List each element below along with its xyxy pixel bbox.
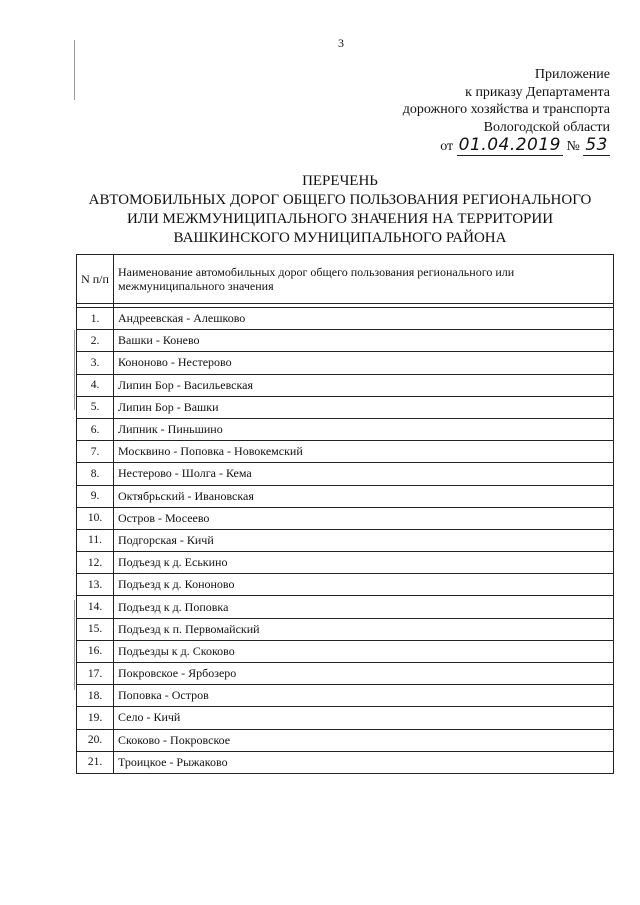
row-number: 13.: [77, 574, 114, 596]
appendix-header: [403, 66, 610, 156]
row-number: 10.: [77, 507, 114, 529]
table-row: [77, 330, 614, 352]
table-row: [77, 574, 614, 596]
road-name: Троицкое - Рыжаково: [114, 751, 614, 773]
road-name: Подгорская - Кичй: [114, 529, 614, 551]
page-number: 3: [338, 36, 344, 50]
road-name: Подъезд к д. Еськино: [114, 552, 614, 574]
row-number: 18.: [77, 685, 114, 707]
table-row: [77, 596, 614, 618]
margin-line-bottom: [74, 600, 75, 690]
row-number: 19.: [77, 707, 114, 729]
road-name: Москвино - Поповка - Новокемский: [114, 441, 614, 463]
title-line-4: ВАШКИНСКОГО МУНИЦИПАЛЬНОГО РАЙОНА: [173, 230, 507, 246]
row-number: 20.: [77, 729, 114, 751]
appendix-line: дорожного хозяйства и транспорта: [402, 102, 610, 117]
row-number: 14.: [77, 596, 114, 618]
road-name: Село - Кичй: [114, 707, 614, 729]
header-name: Наименование автомобильных дорог общего пользования регионального или межмуниципального значения: [114, 255, 614, 304]
row-number: 6.: [77, 418, 114, 440]
margin-line-mid: [74, 330, 75, 410]
row-number: 2.: [77, 330, 114, 352]
table-row: [77, 418, 614, 440]
roads-table: [76, 254, 614, 774]
table-row: [77, 463, 614, 485]
table-row: [77, 308, 614, 330]
road-name: Подъезд к п. Первомайский: [114, 618, 614, 640]
road-name: Октябрьский - Ивановская: [114, 485, 614, 507]
row-number: 4.: [77, 374, 114, 396]
road-name: Вашки - Конево: [114, 330, 614, 352]
title-line-2: АВТОМОБИЛЬНЫХ ДОРОГ ОБЩЕГО ПОЛЬЗОВАНИЯ РЕГИОНАЛЬНОГО: [88, 192, 592, 208]
road-name: Поповка - Остров: [114, 685, 614, 707]
row-number: 16.: [77, 640, 114, 662]
road-name: Кононово - Нестерово: [114, 352, 614, 374]
row-number: 17.: [77, 663, 114, 685]
row-number: 1.: [77, 308, 114, 330]
row-number: 3.: [77, 352, 114, 374]
appendix-line: Приложение: [534, 67, 610, 82]
appendix-line: Вологодской области: [483, 119, 610, 135]
table-row: [77, 352, 614, 374]
table-row: [77, 485, 614, 507]
table-body: [77, 304, 614, 774]
road-name: Остров - Мосеево: [114, 507, 614, 529]
road-name: Покровское - Ярбозеро: [114, 663, 614, 685]
table-row: [77, 374, 614, 396]
table-header-row: [77, 255, 614, 304]
order-date-line: [403, 137, 610, 156]
table-row: [77, 396, 614, 418]
table-row: [77, 618, 614, 640]
road-name: Андреевская - Алешково: [114, 308, 614, 330]
row-number: 11.: [77, 529, 114, 551]
road-name: Липин Бор - Васильевская: [114, 374, 614, 396]
table-row: [77, 552, 614, 574]
row-number: 12.: [77, 552, 114, 574]
row-number: 8.: [77, 463, 114, 485]
title-line-3: ИЛИ МЕЖМУНИЦИПАЛЬНОГО ЗНАЧЕНИЯ НА ТЕРРИТОРИИ: [126, 211, 554, 227]
row-number: 5.: [77, 396, 114, 418]
document-title: [60, 172, 620, 248]
road-name: Нестерово - Шолга - Кема: [114, 463, 614, 485]
row-number: 21.: [77, 751, 114, 773]
row-number: 9.: [77, 485, 114, 507]
date-prefix: от: [440, 139, 454, 154]
table-row: [77, 441, 614, 463]
road-name: Подъезд к д. Поповка: [114, 596, 614, 618]
margin-line-top: [74, 40, 75, 100]
road-name: Липник - Пиньшино: [114, 418, 614, 440]
table-row: [77, 663, 614, 685]
handwritten-number: 53: [585, 135, 608, 155]
road-name: Скоково - Покровское: [114, 729, 614, 751]
table-row: [77, 707, 614, 729]
table-row: [77, 507, 614, 529]
row-number: 7.: [77, 441, 114, 463]
title-line-1: ПЕРЕЧЕНЬ: [302, 173, 378, 189]
row-number: 15.: [77, 618, 114, 640]
appendix-line: к приказу Департамента: [465, 84, 610, 100]
table-row: [77, 729, 614, 751]
table-row: [77, 751, 614, 773]
road-name: Подъезды к д. Скоково: [114, 640, 614, 662]
number-prefix: №: [566, 139, 580, 154]
table-row: [77, 685, 614, 707]
table-row: [77, 640, 614, 662]
handwritten-date: 01.04.2019: [458, 135, 561, 155]
table-row: [77, 529, 614, 551]
header-num: N п/п: [77, 255, 114, 304]
road-name: Подъезд к д. Кононово: [114, 574, 614, 596]
road-name: Липин Бор - Вашки: [114, 396, 614, 418]
